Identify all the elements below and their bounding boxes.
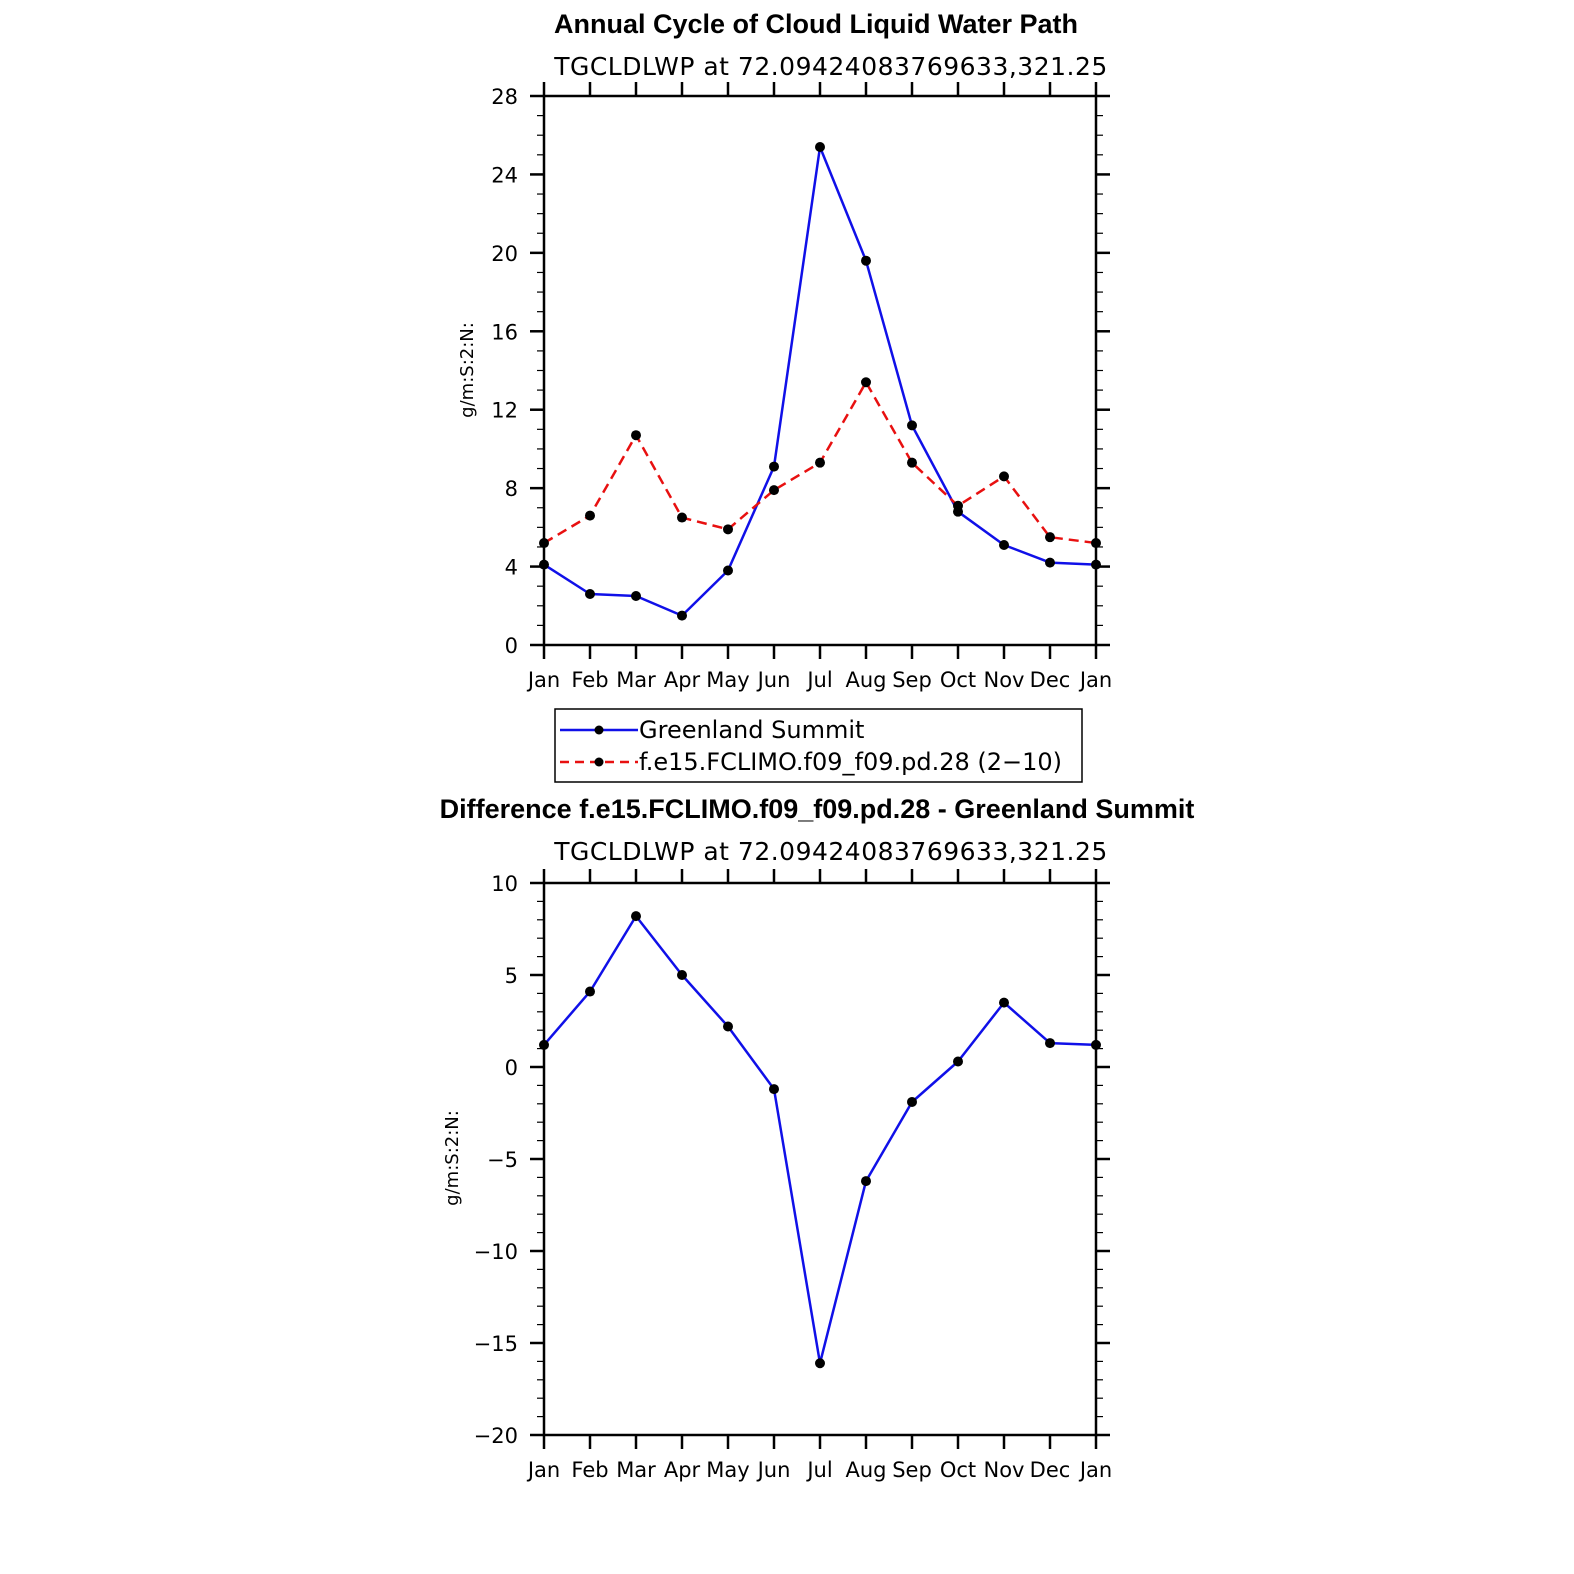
chart2-xtick-label: Jun — [757, 1458, 791, 1482]
chart2-series-0-line — [544, 916, 1096, 1363]
chart2-xtick-label: Feb — [571, 1458, 609, 1482]
chart2-series-0-point — [999, 998, 1009, 1008]
legend-marker-model — [595, 758, 604, 767]
chart2-series-0-point — [861, 1176, 871, 1186]
chart1-series-1-point — [815, 458, 825, 468]
chart1-series-0-line — [544, 147, 1096, 616]
chart2-ytick-label: −20 — [473, 1424, 518, 1448]
chart2-ytick-label: −15 — [473, 1332, 518, 1356]
chart1-series-0-point — [999, 540, 1009, 550]
chart1-xtick-label: Oct — [939, 668, 977, 692]
chart2-title: Difference f.e15.FCLIMO.f09_f09.pd.28 - Greenland Summit — [439, 794, 1195, 824]
chart2-series-0-point — [585, 987, 595, 997]
chart1-title: Annual Cycle of Cloud Liquid Water Path — [553, 9, 1079, 39]
chart1-series-1-point — [585, 511, 595, 521]
chart1-ytick-label: 28 — [491, 85, 518, 109]
chart1-series-0-point — [861, 256, 871, 266]
chart1-series-1-point — [723, 524, 733, 534]
chart1-ytick-label: 12 — [491, 398, 518, 423]
chart1-series-1-point — [907, 458, 917, 468]
chart1-ytick-label: 24 — [491, 163, 518, 188]
chart2-xtick-label: May — [706, 1458, 750, 1482]
chart1-ytick-label: 4 — [504, 555, 518, 580]
chart1-xtick-label: Aug — [845, 668, 887, 692]
chart1-xtick-label: Dec — [1029, 668, 1071, 692]
chart1-xtick-label: Feb — [571, 668, 609, 692]
chart2-y-axis-label: g/m:S:2:N: — [442, 1110, 463, 1206]
chart1-xtick-label: Jun — [757, 668, 791, 692]
chart1-xtick-label: Sep — [892, 668, 932, 692]
chart1-xtick-label: Jan — [527, 668, 561, 692]
chart2-series-0-point — [815, 1358, 825, 1368]
chart2-xtick-label: Mar — [616, 1458, 656, 1482]
chart1-series-1-point — [953, 501, 963, 511]
chart1-series-0-point — [723, 565, 733, 575]
chart1-series-0-point — [907, 420, 917, 430]
chart2-series-0-point — [1045, 1038, 1055, 1048]
annual-cycle-chart — [457, 9, 1112, 692]
chart1-series-0-point — [631, 591, 641, 601]
chart1-xtick-label: Jan — [1079, 668, 1113, 692]
chart1-frame — [544, 96, 1096, 645]
chart2-ytick-label: 10 — [491, 872, 518, 896]
chart1-series-0-point — [815, 142, 825, 152]
chart1-xtick-label: Mar — [616, 668, 656, 692]
chart1-series-0-point — [585, 589, 595, 599]
chart1-xtick-label: May — [706, 668, 750, 692]
chart1-series-1-point — [677, 513, 687, 523]
chart2-series-0-point — [953, 1056, 963, 1066]
chart1-subtitle: TGCLDLWP at 72.09424083769633,321.25 — [554, 52, 1108, 81]
chart2-xtick-label: Oct — [939, 1458, 977, 1482]
chart2-xtick-label: Jan — [1079, 1458, 1113, 1482]
chart1-legend — [555, 709, 1082, 782]
chart1-series-1-point — [861, 377, 871, 387]
chart2-series-0-point — [769, 1084, 779, 1094]
chart2-ytick-label: −10 — [473, 1240, 518, 1264]
chart1-series-0-point — [769, 462, 779, 472]
chart2-frame — [544, 883, 1096, 1435]
chart2-subtitle: TGCLDLWP at 72.09424083769633,321.25 — [554, 837, 1108, 866]
chart2-xtick-label: Apr — [663, 1458, 701, 1482]
chart2-xtick-label: Sep — [892, 1458, 932, 1482]
chart1-series-1-point — [631, 430, 641, 440]
chart1-y-axis-label: g/m:S:2:N: — [457, 322, 478, 418]
chart1-xtick-label: Jul — [807, 668, 833, 692]
chart2-xtick-label: Dec — [1029, 1458, 1071, 1482]
chart1-series-1-point — [999, 471, 1009, 481]
chart1-ytick-label: 0 — [504, 634, 518, 658]
legend-label-model: f.e15.FCLIMO.f09_f09.pd.28 (2−10) — [639, 748, 1063, 776]
chart1-ytick-label: 16 — [491, 320, 518, 345]
chart2-ytick-label: −5 — [487, 1148, 518, 1172]
legend-label-greenland: Greenland Summit — [639, 716, 865, 744]
chart2-series-0-point — [631, 911, 641, 921]
chart2-xtick-label: Jul — [807, 1458, 833, 1482]
chart2-series-0-point — [907, 1097, 917, 1107]
chart2-series-0-point — [677, 970, 687, 980]
legend-marker-greenland — [595, 726, 604, 735]
chart1-ytick-label: 20 — [491, 241, 518, 266]
chart1-series-1-point — [769, 485, 779, 495]
chart2-series-0-point — [723, 1022, 733, 1032]
chart1-series-0-point — [677, 611, 687, 621]
chart1-ytick-label: 8 — [504, 477, 518, 502]
difference-chart — [440, 794, 1195, 1482]
chart1-xtick-label: Nov — [983, 668, 1025, 692]
chart2-xtick-label: Aug — [845, 1458, 887, 1482]
chart1-series-0-point — [1045, 558, 1055, 568]
chart2-ytick-label: 0 — [504, 1056, 518, 1080]
chart1-series-1-point — [1045, 532, 1055, 542]
chart2-xtick-label: Jan — [527, 1458, 561, 1482]
chart2-xtick-label: Nov — [983, 1458, 1025, 1482]
chart1-xtick-label: Apr — [663, 668, 701, 692]
chart2-ytick-label: 5 — [504, 964, 518, 988]
